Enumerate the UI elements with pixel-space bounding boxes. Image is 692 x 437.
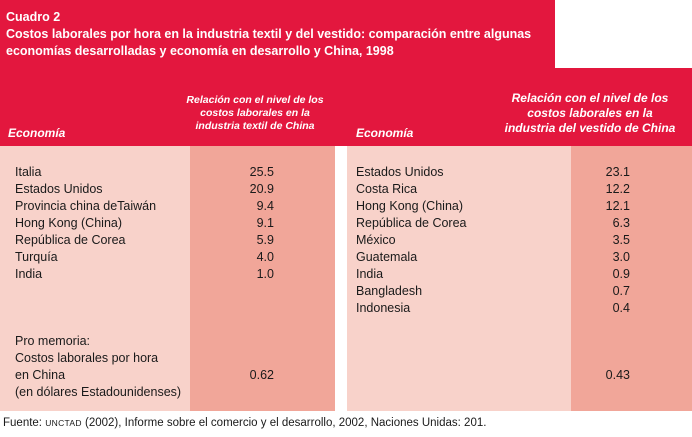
apparel-economy: República de Corea xyxy=(356,216,467,230)
table-title-bar xyxy=(0,0,555,68)
memo-value-apparel: 0.43 xyxy=(605,368,630,382)
apparel-value: 12.1 xyxy=(605,199,630,213)
textile-economy: Italia xyxy=(15,165,42,179)
header-relation-apparel xyxy=(487,91,692,136)
memo-note xyxy=(15,333,181,401)
table-title-line-1: Costos laborales por hora en la industria textil y del vestido: comparación entre algunas xyxy=(6,27,532,41)
textile-value: 1.0 xyxy=(256,267,274,281)
apparel-value: 23.1 xyxy=(605,165,630,179)
apparel-value: 6.3 xyxy=(612,216,630,230)
source-note xyxy=(3,417,486,429)
memo-line-2: Costos laborales por hora xyxy=(15,351,159,365)
header-relation-textile-line-1: Relación con el nivel de los xyxy=(186,94,324,106)
memo-line-4: (en dólares Estadounidenses) xyxy=(15,385,182,399)
apparel-economy: Costa Rica xyxy=(356,182,418,196)
apparel-economy: Hong Kong (China) xyxy=(356,199,464,213)
textile-value: 4.0 xyxy=(256,250,274,264)
textile-value: 9.4 xyxy=(256,199,274,213)
column-gap xyxy=(335,146,347,411)
apparel-value: 3.0 xyxy=(612,250,630,264)
memo-line-3: en China xyxy=(15,368,66,382)
textile-economy: Estados Unidos xyxy=(15,182,103,196)
memo-value-textile: 0.62 xyxy=(249,368,274,382)
textile-economy: Provincia china deTaiwán xyxy=(15,199,157,213)
textile-economy: Hong Kong (China) xyxy=(15,216,123,230)
apparel-economy: Estados Unidos xyxy=(356,165,444,179)
apparel-value: 0.9 xyxy=(612,267,630,281)
textile-value: 20.9 xyxy=(249,182,274,196)
table-title-line-2: economías desarrolladas y economía en desarrollo y China, 1998 xyxy=(6,44,394,58)
source-citation: (2002), Informe sobre el comercio y el desarrollo, 2002, Naciones Unidas: 201. xyxy=(85,417,487,429)
header-relation-apparel-line-2: costos laborales en la xyxy=(527,106,653,120)
textile-economy: República de Corea xyxy=(15,233,126,247)
header-economy-right: Economía xyxy=(356,126,414,140)
header-relation-textile-line-3: industria textil de China xyxy=(195,120,315,132)
apparel-value: 3.5 xyxy=(612,233,630,247)
memo-line-1: Pro memoria: xyxy=(15,334,91,348)
source-organization: UNCTAD xyxy=(45,418,82,428)
header-relation-textile xyxy=(172,94,338,133)
textile-economy: Turquía xyxy=(15,250,58,264)
apparel-economy: México xyxy=(356,233,396,247)
header-relation-textile-line-2: costos laborales en la xyxy=(200,107,310,119)
textile-value: 25.5 xyxy=(249,165,274,179)
table-number: Cuadro 2 xyxy=(6,10,61,24)
header-relation-apparel-line-1: Relación con el nivel de los xyxy=(511,91,669,105)
source-prefix: Fuente: xyxy=(3,417,42,429)
apparel-economy: India xyxy=(356,267,384,281)
header-relation-apparel-line-3: industria del vestido de China xyxy=(504,121,676,135)
header-economy-left: Economía xyxy=(8,126,66,140)
textile-value: 5.9 xyxy=(256,233,274,247)
apparel-value: 0.4 xyxy=(612,301,630,315)
apparel-value: 12.2 xyxy=(605,182,630,196)
textile-value: 9.1 xyxy=(256,216,274,230)
apparel-economy: Bangladesh xyxy=(356,284,423,298)
apparel-economy: Indonesia xyxy=(356,301,411,315)
apparel-economy: Guatemala xyxy=(356,250,418,264)
apparel-value: 0.7 xyxy=(612,284,630,298)
textile-economy: India xyxy=(15,267,43,281)
